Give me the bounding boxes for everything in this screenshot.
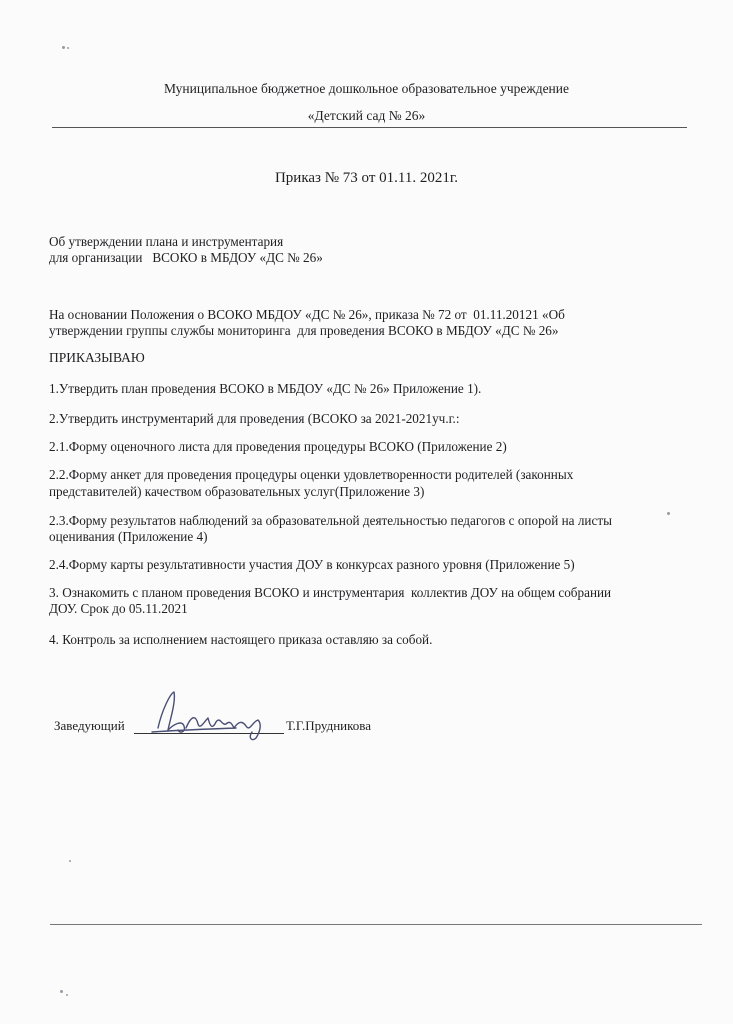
order-number: 73	[342, 170, 358, 186]
subject-line-2: для организации ВСОКО в МБДОУ «ДС № 26»	[49, 250, 323, 265]
footer-rule	[50, 924, 702, 925]
order-item-3-line-2: ДОУ. Срок до 05.11.2021	[49, 601, 188, 616]
order-title	[0, 170, 733, 187]
handwritten-signature	[140, 680, 290, 750]
preamble-line-1: На основании Положения о ВСОКО МБДОУ «ДС № 26», приказа № 72 от 01.11.20121 «Об	[49, 307, 565, 322]
order-item-1: 1.Утвердить план проведения ВСОКО в МБДОУ «ДС № 26» Приложение 1).	[49, 381, 482, 396]
order-item-2-3-line-2: оценивания (Приложение 4)	[49, 529, 208, 544]
order-item-2-3-line-1: 2.3.Форму результатов наблюдений за образовательной деятельностью педагогов с опорой на листы	[49, 513, 612, 528]
scan-speck	[66, 994, 68, 996]
order-item-4: 4. Контроль за исполнением настоящего приказа оставляю за собой.	[49, 632, 433, 647]
header-rule	[52, 127, 687, 128]
scan-speck	[667, 512, 670, 515]
order-date: 01.11. 2021г.	[379, 170, 459, 186]
preamble-line-2: утверждении группы службы мониторинга для проведения ВСОКО в МБДОУ «ДС № 26»	[49, 323, 559, 338]
scan-speck	[60, 990, 63, 993]
organization-name: «Детский сад № 26»	[307, 108, 426, 123]
order-item-2-2-line-1: 2.2.Форму анкет для проведения процедуры оценки удовлетворенности родителей (законных	[49, 467, 574, 482]
signature-position: Заведующий	[54, 718, 125, 733]
order-item-2-4: 2.4.Форму карты результативности участия ДОУ в конкурсах разного уровня (Приложение 5)	[49, 557, 575, 572]
order-item-2: 2.Утвердить инструментарий для проведения (ВСОКО за 2021-2021уч.г.:	[49, 411, 460, 426]
signatory-name: Т.Г.Прудникова	[286, 718, 372, 733]
order-item-2-1: 2.1.Форму оценочного листа для проведения процедуры ВСОКО (Приложение 2)	[49, 439, 507, 454]
organization-type: Муниципальное бюджетное дошкольное образовательное учреждение	[164, 81, 569, 96]
subject-line-1: Об утверждении плана и инструментария	[49, 234, 284, 249]
scan-speck	[67, 47, 69, 49]
scan-speck	[62, 46, 65, 49]
order-date-separator: от	[361, 170, 376, 186]
order-item-3-line-1: 3. Ознакомить с планом проведения ВСОКО и инструментария коллектив ДОУ на общем собрании	[49, 585, 612, 600]
scan-speck	[69, 860, 71, 862]
directive: ПРИКАЗЫВАЮ	[49, 350, 145, 365]
order-title-prefix: Приказ №	[274, 170, 340, 186]
order-item-2-2-line-2: представителей) качеством образовательных услуг(Приложение 3)	[49, 484, 425, 499]
